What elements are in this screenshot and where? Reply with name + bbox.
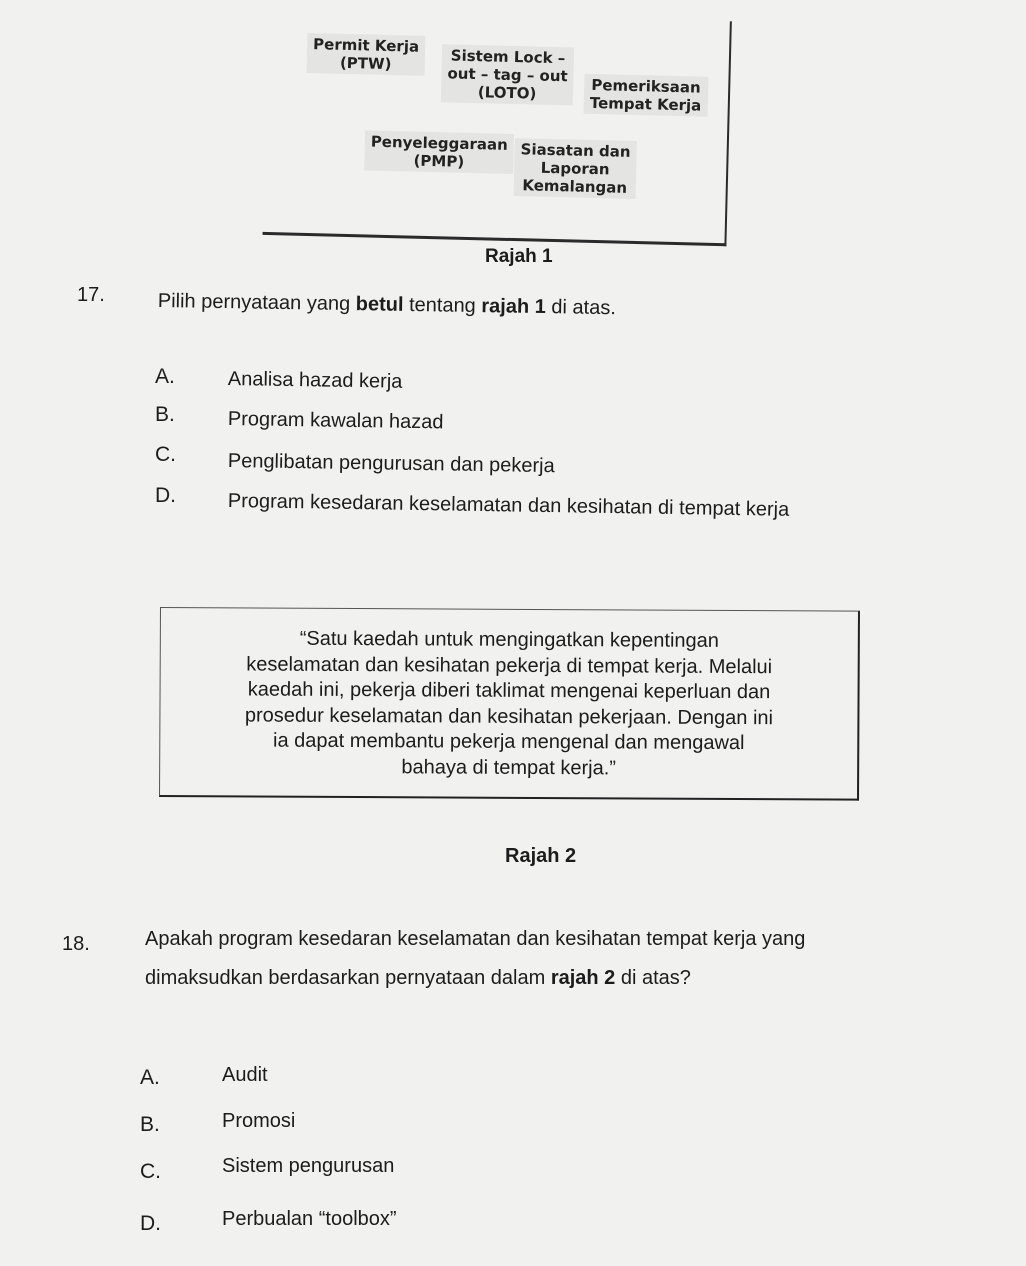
figure-1-item-siasatan-line3: Kemalangan [522, 176, 628, 197]
question-17-option-d-text: Program kesedaran keselamatan dan kesihatan di tempat kerja [227, 490, 790, 521]
figure-1-item-pemeriksaan-line2: Tempat Kerja [589, 93, 702, 115]
figure-1-box [263, 10, 732, 246]
figure-1-item-siasatan [514, 138, 637, 199]
question-17-number: 17. [77, 284, 105, 306]
figure-1-item-ptw [306, 33, 425, 76]
question-18-option-b-letter: B. [140, 1113, 160, 1136]
question-18-option-d-letter: D. [140, 1212, 161, 1235]
figure-1-caption: Rajah 1 [485, 246, 553, 267]
figure-2-caption: Rajah 2 [505, 845, 577, 867]
figure-1-item-pemeriksaan-line1: Pemeriksaan [591, 75, 701, 97]
question-17-option-a-text: Analisa hazad kerja [227, 368, 403, 393]
question-18-stem-line2 [145, 967, 691, 990]
question-18-option-c-letter: C. [140, 1160, 161, 1183]
figure-2-quote-line: kaedah ini, pekerja diberi taklimat mengenai keperluan dan [247, 678, 771, 704]
figure-1-item-pemeriksaan [584, 74, 708, 117]
question-18-option-b-text: Promosi [222, 1110, 296, 1132]
question-18-option-a-text: Audit [222, 1064, 268, 1086]
question-17-stem-pre: Pilih pernyataan yang [157, 290, 356, 316]
question-18-stem-bold-rajah: rajah 2 [550, 967, 616, 989]
figure-2-quote-line: bahaya di tempat kerja.” [401, 755, 617, 779]
question-18-stem-line1: Apakah program kesedaran keselamatan dan kesihatan tempat kerja yang [145, 928, 806, 950]
question-18-option-a-letter: A. [140, 1066, 160, 1089]
figure-1-item-loto-line3: (LOTO) [477, 83, 537, 103]
question-18-option-c-text: Sistem pengurusan [222, 1155, 395, 1177]
question-17-stem-mid: tentang [403, 293, 482, 318]
figure-2-quote-line: “Satu kaedah untuk mengingatkan kepentingan [299, 627, 719, 652]
figure-2-quote-line: keselamatan dan kesihatan pekerja di tempat kerja. Melalui [246, 652, 773, 678]
figure-1-item-siasatan-line1: Siasatan dan [520, 140, 631, 161]
figure-1-item-siasatan-line2: Laporan [540, 158, 610, 179]
figure-2-quote-line: prosedur keselamatan dan kesihatan pekerjaan. Dengan ini [244, 703, 774, 729]
figure-1-item-loto-line2: out – tag – out [447, 64, 568, 86]
question-17-stem-post: di atas. [545, 296, 617, 320]
figure-1-item-loto [441, 44, 575, 105]
figure-1-item-loto-line1: Sistem Lock – [450, 46, 566, 68]
figure-2-quote [172, 626, 846, 783]
question-17-option-a-letter: A. [155, 365, 175, 388]
figure-1-item-pmp [364, 130, 514, 174]
question-17-option-d-letter: D. [155, 484, 176, 507]
question-17-stem-bold-rajah: rajah 1 [481, 295, 546, 319]
question-17-option-c-text: Penglibatan pengurusan dan pekerja [227, 450, 555, 478]
question-18-stem-line2-pre: dimaksudkan berdasarkan pernyataan dalam [145, 967, 551, 989]
question-18-number: 18. [62, 933, 90, 955]
question-17-option-b-text: Program kawalan hazad [227, 408, 444, 434]
figure-1-item-pmp-line1: Penyeleggaraan [370, 132, 509, 154]
question-17-stem [158, 290, 616, 320]
figure-2-quote-line: ia dapat membantu pekerja mengenal dan mengawal [273, 729, 745, 755]
question-17-stem-bold-betul: betul [355, 293, 404, 316]
figure-1-item-pmp-line2: (PMP) [413, 151, 465, 171]
figure-1-item-ptw-line2: (PTW) [339, 53, 392, 74]
figure-1-item-ptw-line1: Permit Kerja [312, 35, 420, 56]
question-17-option-c-letter: C. [155, 443, 176, 466]
figure-2-box [159, 607, 860, 801]
question-18-stem-line2-post: di atas? [615, 967, 691, 989]
question-18-option-d-text: Perbualan “toolbox” [222, 1208, 397, 1230]
question-17-option-b-letter: B. [155, 403, 175, 426]
